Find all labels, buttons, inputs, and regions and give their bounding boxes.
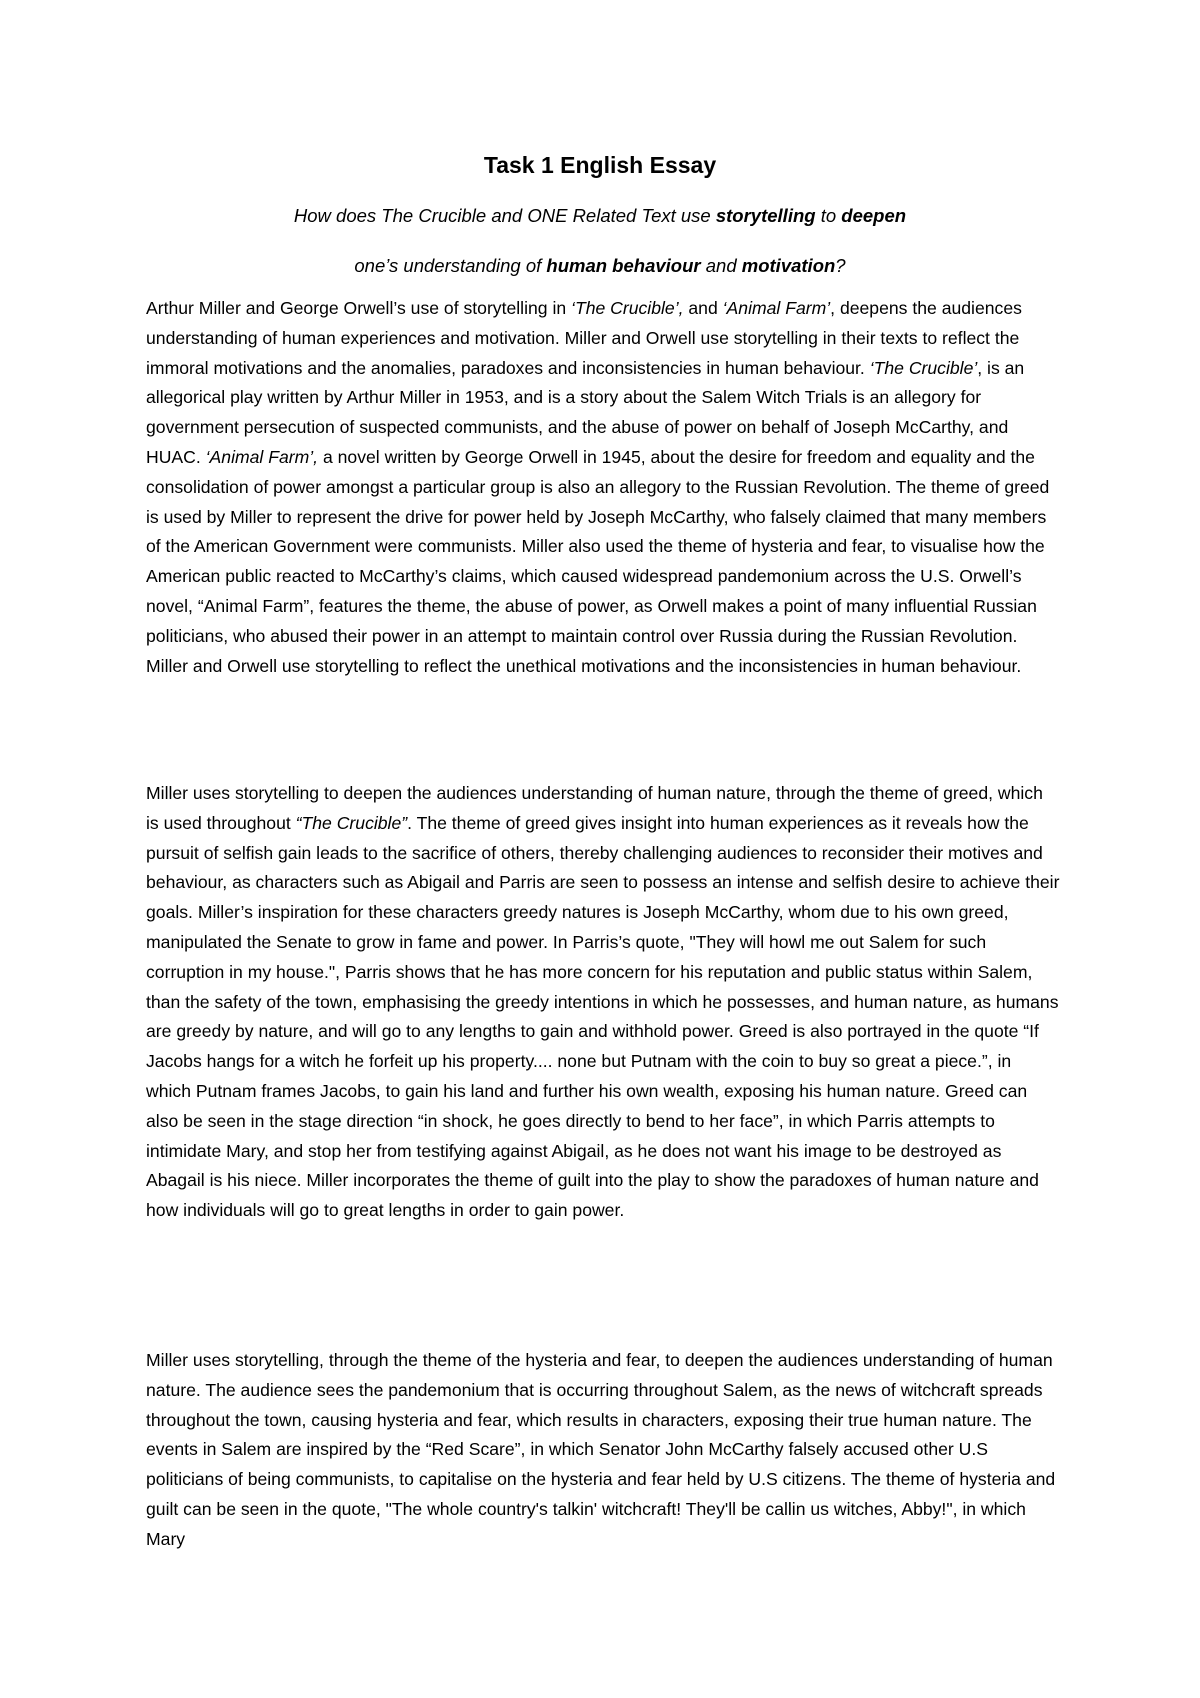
question-text: and xyxy=(700,255,742,276)
essay-question-line-1 xyxy=(148,203,1052,229)
paragraph-introduction xyxy=(146,294,1060,681)
paragraph-text: a novel written by George Orwell in 1945, about the desire for freedom and equality and the consolidation of power amongst a particular group is also an allegory to the Russian Revolution. The theme of greed is used by Miller to represent the drive for power held by Joseph McCarthy, who falsely claimed that many members of the American Government were communists. Miller also used the theme of hysteria and fear, to visualise how the American public reacted to McCarthy’s claims, which caused widespread pandemonium across the U.S. Orwell’s novel, “Animal Farm”, features the theme, the abuse of power, as Orwell makes a point of many influential Russian politicians, who abused their power in an attempt to maintain control over Russia during the Russian Revolution. Miller and Orwell use storytelling to reflect the unethical motivations and the inconsistencies in human behaviour. xyxy=(146,446,1050,676)
question-emphasis-storytelling: storytelling xyxy=(715,205,816,226)
text-title-the-crucible: “The Crucible” xyxy=(295,812,408,833)
essay-question-line-2 xyxy=(148,253,1052,279)
question-text: to xyxy=(815,205,842,226)
question-text: one’s understanding of xyxy=(354,255,547,276)
question-mark: ? xyxy=(835,255,846,276)
paragraph-text: , is an allegorical play written by Arthur Miller in 1953, and is a story about the Salem Witch Trials is an allegory for government persecution of suspected communists, and the abuse of power on behalf of Joseph McCarthy, and HUAC. xyxy=(146,357,1025,467)
essay-title: Task 1 English Essay xyxy=(483,152,717,178)
question-emphasis-motivation: motivation xyxy=(741,255,836,276)
paragraph-text: and xyxy=(683,298,723,318)
paragraph-text: , deepens the audiences understanding of human experiences and motivation. Miller and Orwell use storytelling in their texts to reflect the immoral motivations and the anomalies, paradoxes and inconsistencies in human behaviour. xyxy=(146,298,1022,378)
text-title-animal-farm: ‘Animal Farm’ xyxy=(722,298,831,318)
text-title-the-crucible: ‘The Crucible’, xyxy=(571,298,684,318)
paragraph-greed xyxy=(146,779,1060,1226)
paragraph-hysteria: Miller uses storytelling, through the theme of the hysteria and fear, to deepen the audiences understanding of human nature. The audience sees the pandemonium that is occurring throughout Salem, as the news of witchcraft spreads throughout the town, causing hysteria and fear, which results in characters, exposing their true human nature. The events in Salem are inspired by the “Red Scare”, in which Senator John McCarthy falsely accused other U.S politicians of being communists, to capitalise on the hysteria and fear held by U.S citizens. The theme of hysteria and guilt can be seen in the quote, "The whole country's talkin' witchcraft! They'll be callin us witches, Abby!", in which Mary xyxy=(146,1350,1056,1549)
paragraph-text: Arthur Miller and George Orwell’s use of storytelling in xyxy=(146,298,572,318)
paragraph-text: . The theme of greed gives insight into human experiences as it reveals how the pursuit of selfish gain leads to the sacrifice of others, thereby challenging audiences to reconsider their motives and behaviour, as characters such as Abigail and Parris are seen to possess an intense and selfish desire to achieve their goals. Miller’s inspiration for these characters greedy natures is Joseph McCarthy, whom due to his own greed, manipulated the Senate to grow in fame and power. In Parris’s quote, "They will howl me out Salem for such corruption in my house.", Parris shows that he has more concern for his reputation and public status within Salem, than the safety of the town, emphasising the greedy intentions in which he possesses, and human nature, as humans are greedy by nature, and will go to any lengths to gain and withhold power. Greed is also portrayed in the quote “If Jacobs hangs for a witch he forfeit up his property.... none but Putnam with the coin to buy so great a piece.”, in which Putnam frames Jacobs, to gain his land and further his own wealth, exposing his human nature. Greed can also be seen in the stage direction “in shock, he goes directly to bend to her face”, in which Parris attempts to intimidate Mary, and stop her from testifying against Abigail, as he does not want his image to be destroyed as Abagail is his niece. Miller incorporates the theme of guilt into the play to show the paradoxes of human nature and how individuals will go to great lengths in order to gain power. xyxy=(146,812,1060,1221)
question-text: How does The Crucible and ONE Related Text use xyxy=(293,205,716,226)
text-title-animal-farm: ‘Animal Farm’, xyxy=(205,446,319,467)
question-emphasis-deepen: deepen xyxy=(841,205,907,226)
text-title-the-crucible: ‘The Crucible’ xyxy=(869,357,978,378)
paragraph-text: Miller uses storytelling to deepen the audiences understanding of human nature, through the theme of greed, which is used throughout xyxy=(146,783,1043,833)
question-emphasis-human-behaviour: human behaviour xyxy=(546,255,701,276)
